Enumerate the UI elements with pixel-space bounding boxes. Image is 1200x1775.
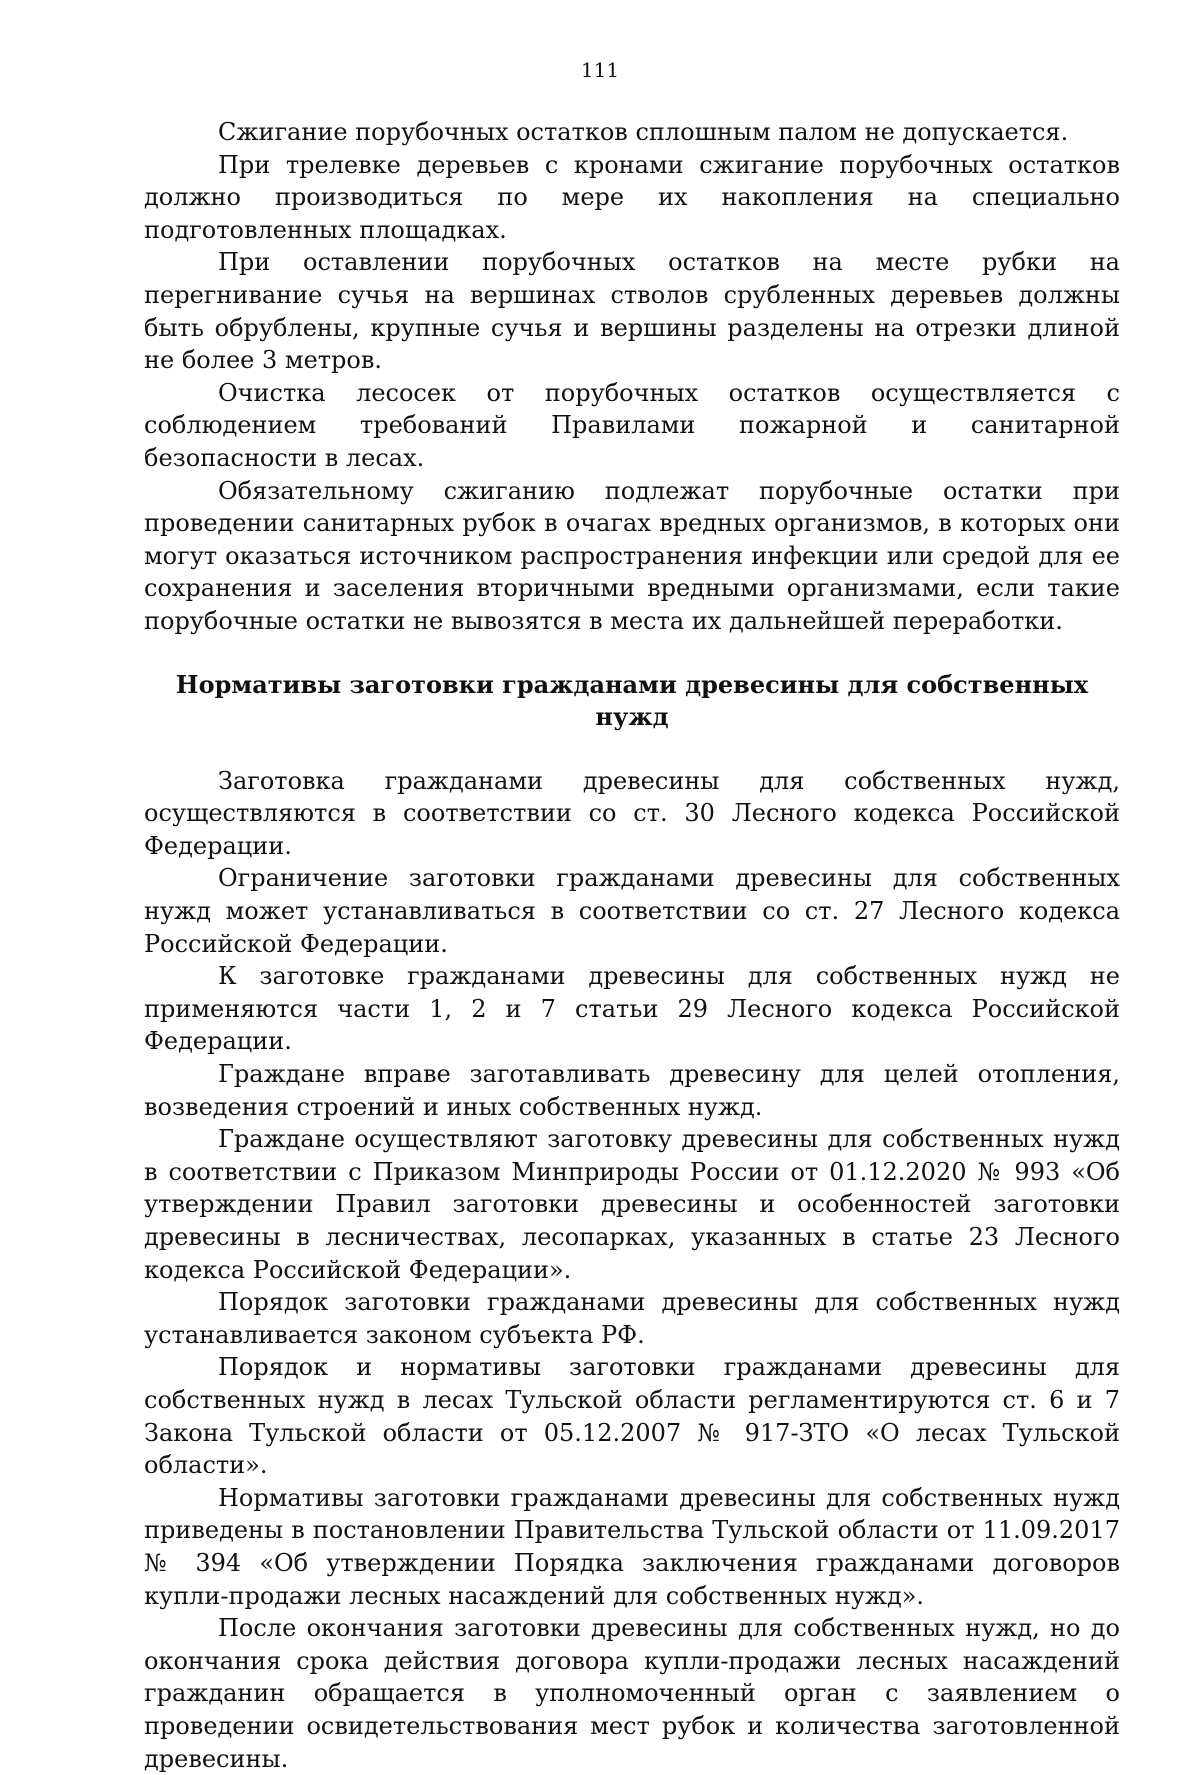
paragraph: Граждане осуществляют заготовку древесины для собственных нужд в соответствии с Приказом Минприроды России от 01.12.2020 № 993 «Об утверждении Правил заготовки древесины и особенностей заготовки древесины в лесничествах, лесопарках, указанных в статье 23 Лесного кодекса Российской Федерации».	[144, 1125, 1120, 1284]
paragraph: Очистка лесосек от порубочных остатков осуществляется с соблюдением требований Правилами пожарной и санитарной безопасности в лесах.	[144, 378, 1120, 472]
paragraph: Сжигание порубочных остатков сплошным палом не допускается.	[218, 118, 1069, 146]
paragraph: Порядок заготовки гражданами древесины для собственных нужд устанавливается законом субъекта РФ.	[144, 1288, 1120, 1349]
paragraph: Заготовка гражданами древесины для собственных нужд, осуществляются в соответствии со ст. 30 Лесного кодекса Российской Федерации.	[144, 766, 1120, 860]
paragraph: При оставлении порубочных остатков на месте рубки на перегнивание сучья на вершинах стволов срубленных деревьев должны быть обрублены, крупные сучья и вершины разделены на отрезки длиной не более 3 метров.	[144, 248, 1120, 375]
paragraph: Ограничение заготовки гражданами древесины для собственных нужд может устанавливаться в соответствии со ст. 27 Лесного кодекса Российской Федерации.	[144, 864, 1120, 958]
paragraph: После окончания заготовки древесины для собственных нужд, но до окончания срока действия договора купли-продажи лесных насаждений гражданин обращается в уполномоченный орган с заявлением о проведении освидетельствования мест рубок и количества заготовленной древесины.	[144, 1614, 1120, 1773]
paragraph: К заготовке гражданами древесины для собственных нужд не применяются части 1, 2 и 7 статьи 29 Лесного кодекса Российской Федерации.	[144, 962, 1120, 1056]
paragraph: Нормативы заготовки гражданами древесины для собственных нужд приведены в постановлении Правительства Тульской области от 11.09.2017 № 394 «Об утверждении Порядка заключения гражданами договоров купли-продажи лесных насаждений для собственных нужд».	[144, 1483, 1120, 1610]
page-number: 111	[580, 58, 620, 82]
document-body	[144, 116, 1120, 1775]
paragraph: Порядок и нормативы заготовки гражданами древесины для собственных нужд в лесах Тульской области регламентируются ст. 6 и 7 Закона Тульской области от 05.12.2007 № 917-ЗТО «О лесах Тульской области».	[144, 1353, 1120, 1480]
paragraph: Обязательному сжиганию подлежат порубочные остатки при проведении санитарных рубок в очагах вредных организмов, в которых они могут оказаться источником распространения инфекции или средой для ее сохранения и заселения вторичными вредными организмами, если такие порубочные остатки не вывозятся в места их дальнейшей переработки.	[144, 476, 1120, 635]
paragraph: Граждане вправе заготавливать древесину для целей отопления, возведения строений и иных собственных нужд.	[144, 1060, 1120, 1121]
section-heading: Нормативы заготовки гражданами древесины для собственных нужд	[175, 669, 1089, 732]
paragraph: При трелевке деревьев с кронами сжигание порубочных остатков должно производиться по мере их накопления на специально подготовленных площадках.	[144, 150, 1120, 244]
